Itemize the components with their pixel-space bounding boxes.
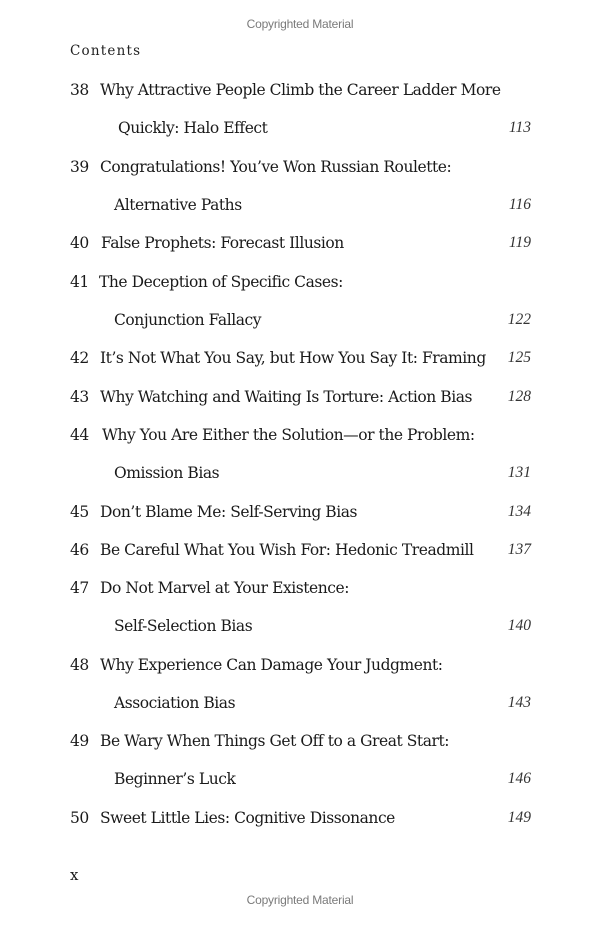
toc-entry-50[interactable]: [0, 809, 600, 833]
toc-entry-47[interactable]: [0, 579, 600, 603]
page-number: 149: [507, 809, 531, 826]
page-number: 134: [507, 503, 531, 520]
page-number: 146: [507, 770, 531, 787]
toc-entry-48[interactable]: [0, 656, 600, 680]
page-number: 125: [507, 349, 531, 366]
toc-entry-39-continuation[interactable]: [0, 196, 600, 220]
chapter-title: Be Careful What You Wish For: Hedonic Treadmill: [100, 541, 474, 559]
chapter-title: The Deception of Specific Cases:: [99, 273, 343, 291]
chapter-number: 49: [70, 732, 89, 750]
toc-entry-42[interactable]: [0, 349, 600, 373]
toc-entry-45[interactable]: [0, 503, 600, 527]
chapter-title-continuation: Self-Selection Bias: [114, 617, 253, 635]
toc-entry-44-continuation[interactable]: [0, 464, 600, 488]
toc-entry-49[interactable]: [0, 732, 600, 756]
chapter-title: Why Attractive People Climb the Career Ladder More: [100, 81, 501, 99]
chapter-title: Do Not Marvel at Your Existence:: [100, 579, 350, 597]
toc-entry-40[interactable]: [0, 234, 600, 258]
chapter-title-continuation: Association Bias: [114, 694, 236, 712]
page-number: 122: [507, 311, 531, 328]
chapter-title: Congratulations! You’ve Won Russian Roulette:: [100, 158, 452, 176]
page-number: 131: [507, 464, 531, 481]
toc-entry-38-continuation[interactable]: [0, 119, 600, 143]
chapter-title: Why Watching and Waiting Is Torture: Action Bias: [100, 388, 473, 406]
chapter-number: 48: [70, 656, 89, 674]
chapter-number: 45: [70, 503, 89, 521]
toc-entry-41[interactable]: [0, 273, 600, 297]
copyright-watermark-top: Copyrighted Material: [246, 17, 354, 31]
page-folio: x: [70, 866, 79, 884]
chapter-title-continuation: Omission Bias: [114, 464, 220, 482]
chapter-title: Why Experience Can Damage Your Judgment:: [100, 656, 443, 674]
chapter-title: Be Wary When Things Get Off to a Great Start:: [100, 732, 450, 750]
chapter-title-continuation: Quickly: Halo Effect: [118, 119, 268, 137]
chapter-title: It’s Not What You Say, but How You Say It: Framing: [100, 349, 486, 367]
toc-entry-47-continuation[interactable]: [0, 617, 600, 641]
chapter-number: 40: [70, 234, 89, 252]
page-number: 119: [508, 234, 531, 251]
page-number: 137: [507, 541, 531, 558]
chapter-title-continuation: Beginner’s Luck: [114, 770, 236, 788]
chapter-title: Don’t Blame Me: Self-Serving Bias: [100, 503, 358, 521]
chapter-number: 38: [70, 81, 89, 99]
page-number: 116: [508, 196, 531, 213]
toc-entry-49-continuation[interactable]: [0, 770, 600, 794]
chapter-number: 50: [70, 809, 89, 827]
chapter-title-continuation: Alternative Paths: [114, 196, 242, 214]
page-number: 143: [507, 694, 531, 711]
toc-entry-44[interactable]: [0, 426, 600, 450]
chapter-title: False Prophets: Forecast Illusion: [101, 234, 344, 252]
toc-entry-41-continuation[interactable]: [0, 311, 600, 335]
toc-entry-43[interactable]: [0, 388, 600, 412]
chapter-number: 42: [70, 349, 89, 367]
copyright-watermark-bottom: Copyrighted Material: [246, 893, 354, 907]
toc-entry-48-continuation[interactable]: [0, 694, 600, 718]
running-head: Contents: [70, 43, 142, 59]
chapter-number: 47: [70, 579, 89, 597]
page-number: 113: [508, 119, 531, 136]
chapter-title: Why You Are Either the Solution—or the Problem:: [102, 426, 475, 444]
page-number: 128: [507, 388, 531, 405]
toc-entry-38[interactable]: [0, 81, 600, 105]
chapter-title: Sweet Little Lies: Cognitive Dissonance: [100, 809, 395, 827]
chapter-number: 39: [70, 158, 89, 176]
toc-entry-39[interactable]: [0, 158, 600, 182]
page-number: 140: [507, 617, 531, 634]
chapter-title-continuation: Conjunction Fallacy: [114, 311, 262, 329]
chapter-number: 41: [70, 273, 89, 291]
chapter-number: 43: [70, 388, 89, 406]
chapter-number: 46: [70, 541, 89, 559]
toc-entry-46[interactable]: [0, 541, 600, 565]
chapter-number: 44: [70, 426, 89, 444]
